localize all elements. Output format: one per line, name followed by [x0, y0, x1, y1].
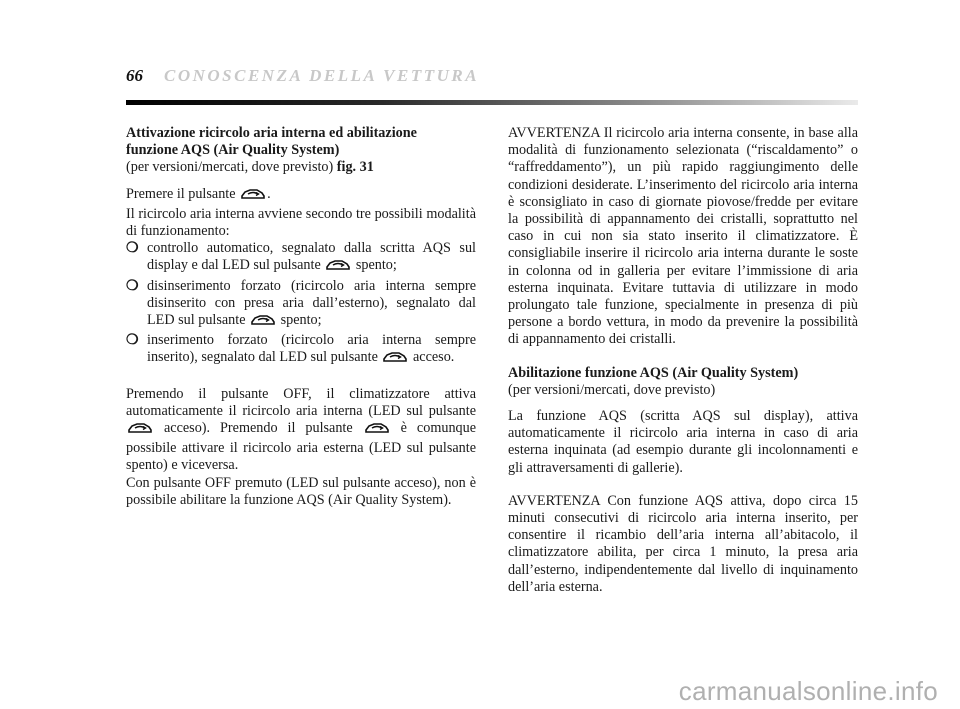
section-heading: [126, 125, 476, 159]
page-header-title: CONOSCENZA DELLA VETTURA: [164, 66, 480, 85]
figure-reference: fig. 31: [336, 159, 374, 176]
list-item: [126, 278, 476, 333]
bullet-1-end: spento;: [355, 257, 397, 274]
heading-line-1: Attivazione ricircolo aria interna ed abilitazione: [126, 125, 417, 141]
watermark: carmanualsonline.info: [678, 676, 938, 706]
off-button-paragraph: [126, 386, 476, 475]
bullet-2-end: spento;: [280, 312, 322, 329]
warning-recirculation: AVVERTENZA Il ricircolo aria interna consente, in base alla modalità di funzionamento selezionata (“riscaldamento” o “raffreddamento”), un più rapido raggiungimento delle condizioni desiderate. L’inserimento del ricircolo aria interna è sconsigliato in caso di giornate piovose/fredde per evitare la possibilità di appannamento dei cristalli, soprattutto nel caso in cui non sia stato inserito il climatizzatore. È consigliabile inserire il ricircolo aria interna durante le soste in colonna od in galleria per evitare l’immissione di aria esterna inquinata. Evitare tuttavia di utilizzare in modo prolungato tale funzione, specialmente in presenza di più persone a bordo vettura, in modo da prevenire la possibilità di appannamento dei cristalli.: [508, 125, 858, 348]
press-end: .: [267, 185, 271, 202]
warning-aqs: AVVERTENZA Con funzione AQS attiva, dopo circa 15 minuti consecutivi di ricircolo aria interna inserito, per consentire il ricambio dell’aria interna all’abitacolo, il climatizzatore abilita, per circa 1 minuto, la presa aria dall’esterno, indipendentemente dal livello di inquinamento dell’aria esterna.: [508, 492, 858, 595]
bullet-marker: ❍: [126, 241, 139, 257]
aqs-description: La funzione AQS (scritta AQS sul display), attiva automaticamente il ricircolo aria interna in caso di aria esterna inquinata (ad esempio durante gli incolonnamenti e gli attraversamenti di gallerie).: [508, 408, 858, 476]
car-recirculation-icon: [251, 313, 275, 332]
heading-line-2: funzione AQS (Air Quality System): [126, 142, 340, 159]
bullet-1-text: controllo automatico, segnalato dalla scritta AQS sul display e dal LED sul pulsante: [147, 240, 476, 274]
press-instruction: [126, 186, 476, 206]
press-text: Premere il pulsante: [126, 185, 236, 202]
bullet-3-text: inserimento forzato (ricircolo aria interna sempre inserito), segnalato dal LED sul pulsante: [147, 332, 476, 366]
left-column: [126, 125, 476, 509]
para-b: acceso). Premendo il pulsante: [163, 420, 353, 437]
list-item: [126, 240, 476, 277]
list-item: [126, 332, 476, 369]
page-number: 66: [126, 66, 143, 85]
off-pressed-paragraph: Con pulsante OFF premuto (LED sul pulsante acceso), non è possibile abilitare la funzione AQS (Air Quality System).: [126, 474, 476, 508]
car-recirculation-icon: [365, 421, 389, 440]
aqs-versions-note: (per versioni/mercati, dove previsto): [508, 381, 716, 398]
right-column: [508, 125, 858, 596]
versions-note: [126, 159, 476, 176]
bullet-marker: ❍: [126, 278, 139, 294]
para-c: è comunque possibile attivare il ricircolo aria esterna (LED sul pulsante spento) e viceversa.: [126, 420, 477, 474]
bullet-3-end: acceso.: [412, 349, 455, 366]
car-recirculation-icon: [326, 258, 350, 277]
car-recirculation-icon: [128, 421, 152, 440]
aqs-heading: Abilitazione funzione AQS (Air Quality System): [508, 364, 799, 381]
bullet-marker: ❍: [126, 333, 139, 349]
intro-text: Il ricircolo aria interna avviene secondo tre possibili modalità di funzionamento:: [126, 205, 476, 240]
car-recirculation-icon: [383, 350, 407, 369]
header-rule: [126, 100, 858, 105]
para-a: Premendo il pulsante OFF, il climatizzatore attiva automaticamente il ricircolo aria interna (LED sul pulsante: [126, 385, 476, 419]
car-recirculation-icon: [241, 187, 265, 206]
bullet-2-text: disinserimento forzato (ricircolo aria interna sempre disinserito con presa aria dall’esterno), segnalato dal LED sul pulsante: [147, 277, 476, 329]
versions-text: (per versioni/mercati, dove previsto): [126, 159, 337, 176]
